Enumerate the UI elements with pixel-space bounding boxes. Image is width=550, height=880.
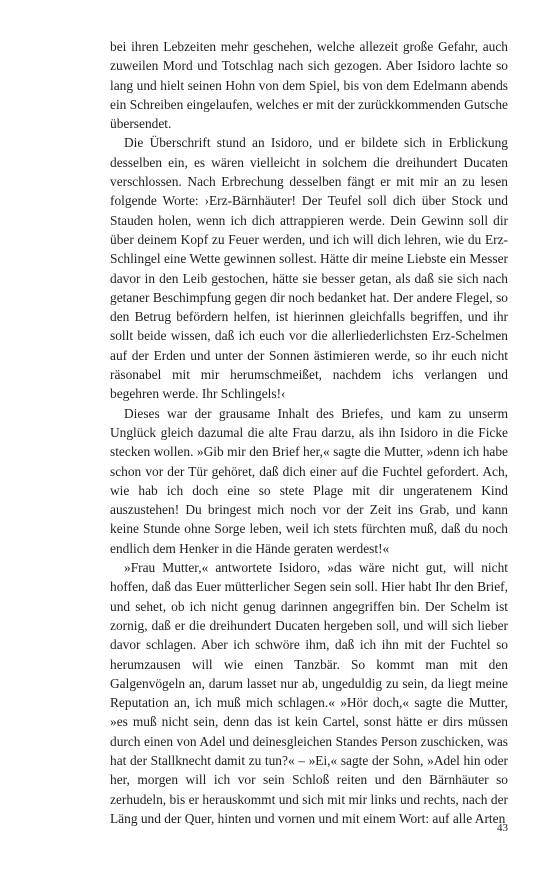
- paragraph: bei ihren Lebzeiten mehr geschehen, welche allezeit große Gefahr, auch zuweilen Mord und Totschlag nach sich gezogen. Aber Isidoro lachte so lang und hielt seinen Hohn von dem Spiel, bis von dem Edelmann abends ein Schreiben eingelaufen, welches er mit der zurückkommenden Gutsche übersendet.: [110, 39, 508, 132]
- paragraph: »Frau Mutter,« antwortete Isidoro, »das wäre nicht gut, will nicht hoffen, daß das Euer mütterlicher Segen sein soll. Hier habt Ihr den Brief, und sehet, ob ich nicht genug darinnen angegriffen bin. Der Schelm ist zornig, daß er die dreihundert Ducaten hergeben soll, und will sich lieber davor schlagen. Aber ich schwöre ihm, daß ich ihn mit der Fuchtel so herumzausen will wie einen Tanzbär. So kommt man mit den Galgenvögeln an, darum lasset nur ab, ungeduldig zu sein, da liegt meine Reputation an, ich muß mich schlagen.« »Hör doch,« sagte die Mutter, »es muß nicht sein, denn das ist kein Cartel, sonst hätte er dirs müssen durch einen von Adel und deinesgleichen Standes Person zuschicken, was hat der Stallknecht damit zu tun?« – »Ei,« sagte der Sohn, »Adel hin oder her, morgen will ich vor sein Schloß reiten und den Bärnhäuter so zerhudeln, bis er herauskommt und sich mit mir links und rechts, nach der Läng und der Quer, hinten und vornen und mit einem Wort: auf alle Arten: [110, 560, 508, 826]
- paragraph: Die Überschrift stund an Isidoro, und er bildete sich in Erblickung desselben ein, es wären vielleicht in solchem die dreihundert Ducaten verschlossen. Nach Erbrechung desselben fängt er mit mir an zu lesen folgende Worte: ›Erz-Bärnhäuter! Der Teufel soll dich über Stock und Stauden holen, wenn ich dich attrappieren werde. Dein Gewinn soll dir über deinem Kopf zu Feuer werden, und ich will dich lehren, wie du Erz-Schlingel eine Wette gewinnen sollest. Hätte dir meine Liebste ein Messer davor in den Leib gestochen, hätte sie besser getan, als daß sie sich nach getaner Beschimpfung gegen dir noch bedanket hat. Der andere Flegel, so den Betrug befördern helfen, ist hierinnen gleichfalls begriffen, und ihr sollt beide wissen, daß ich euch vor die allerliederlichsten Erz-Schelmen auf der Erden und unter der Sonnen ästimieren werde, so ihr euch nicht räsonabel mit mir herumschmeißet, nachdem ichs verlangen und begehren werde. Ihr Schlingels!‹: [110, 135, 508, 402]
- page-number: 43: [497, 822, 508, 834]
- body-text: [110, 37, 508, 828]
- paragraph: Dieses war der grausame Inhalt des Briefes, und kam zu unserm Unglück gleich dazumal die alte Frau darzu, als ihn Isidoro in die Ficke stecken wollen. »Gib mir den Brief her,« sagte die Mutter, »denn ich habe schon vor der Tür gehöret, daß dich einer auf die Fuchtel gefordert. Ach, wie hab ich doch eine so stete Plage mit dir ungeratenem Kind auszustehen! Du bringest mich noch vor der Zeit ins Grab, und kann keine Stunde ohne Sorge leben, weil ich stets fürchten muß, daß du noch endlich dem Henker in die Hände geraten werdest!«: [110, 405, 508, 556]
